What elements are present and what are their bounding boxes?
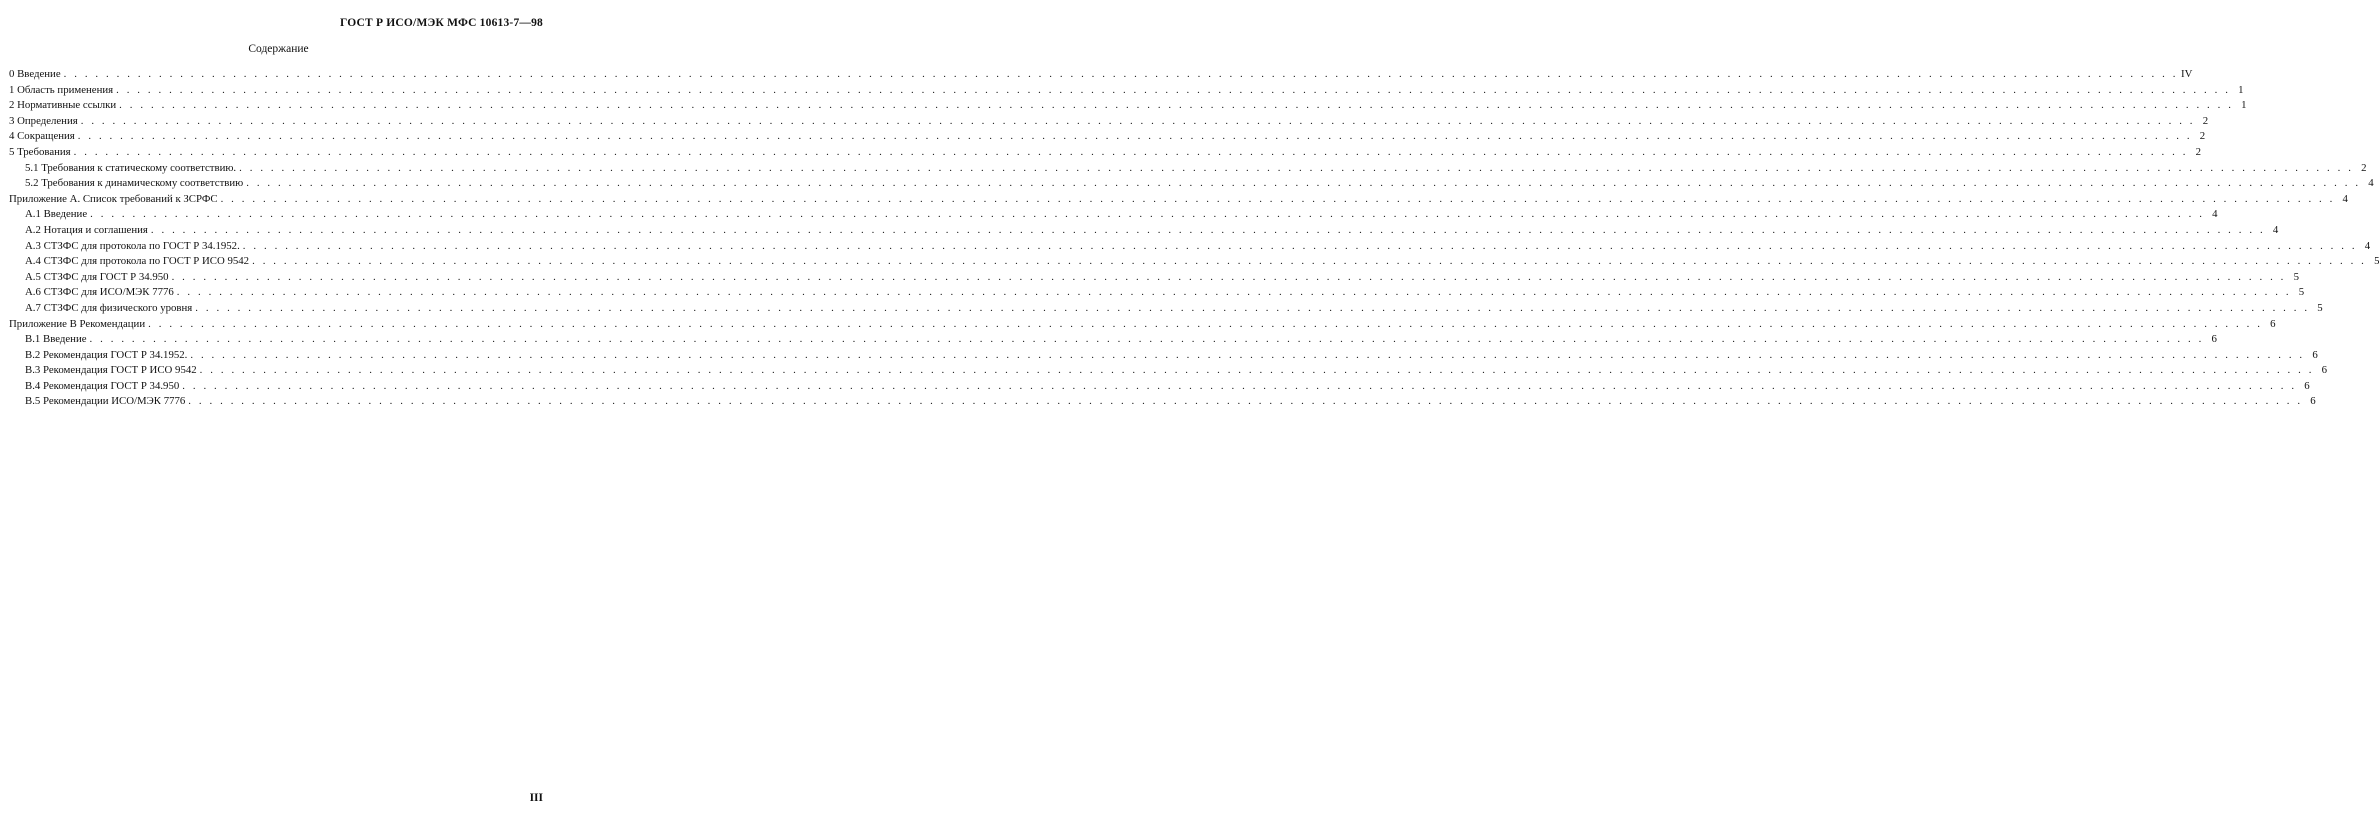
toc-entry-label: 5 Требования <box>9 145 71 158</box>
toc-entry-label: В.4 Рекомендация ГОСТ Р 34.950 <box>25 379 180 392</box>
toc-entry-page: 6 <box>2321 364 2328 377</box>
toc-entry-label: 2 Нормативные ссылки <box>9 99 117 112</box>
dot-leader: . . . . . . . . . . . . . . . . . . . . . . . . . . . . . . . . . . . . . . . . . . . . . . . . . . . . . . . . . . . . . . . . . . . . . . . . . . . . . . . . . . . . . . . . . . . . . . . . . . . . . . . . . . . . . . . . . . . . . . . . . . . . . . . . . . . . . . . . . . . . . . . . . . . . . . . . . . . . . . . . . . . . . . . . . . . . . . . . . . . . . . . . . . . . . . . . . . . . . . . . <box>119 99 2234 112</box>
dot-leader: . . . . . . . . . . . . . . . . . . . . . . . . . . . . . . . . . . . . . . . . . . . . . . . . . . . . . . . . . . . . . . . . . . . . . . . . . . . . . . . . . . . . . . . . . . . . . . . . . . . . . . . . . . . . . . . . . . . . . . . . . . . . . . . . . . . . . . . . . . . . . . . . . . . . . . . . . . . . . . . . . . . . . . . . . . . . . . . . . . . . . . . . . . . . . . . . . . . . . . . . <box>190 348 2305 361</box>
dot-leader: . . . . . . . . . . . . . . . . . . . . . . . . . . . . . . . . . . . . . . . . . . . . . . . . . . . . . . . . . . . . . . . . . . . . . . . . . . . . . . . . . . . . . . . . . . . . . . . . . . . . . . . . . . . . . . . . . . . . . . . . . . . . . . . . . . . . . . . . . . . . . . . . . . . . . . . . . . . . . . . . . . . . . . . . . . . . . . . . . . . . . . . . . . . . . . . . . . . . . . . . <box>63 68 2179 80</box>
toc-entry-label: А.2 Нотация и соглашения <box>25 223 148 236</box>
dot-leader: . . . . . . . . . . . . . . . . . . . . . . . . . . . . . . . . . . . . . . . . . . . . . . . . . . . . . . . . . . . . . . . . . . . . . . . . . . . . . . . . . . . . . . . . . . . . . . . . . . . . . . . . . . . . . . . . . . . . . . . . . . . . . . . . . . . . . . . . . . . . . . . . . . . . . . . . . . . . . . . . . . . . . . . . . . . . . . . . . . . . . . . . . . . . . . . . . . . . . . . . <box>220 192 2335 205</box>
dot-leader: . . . . . . . . . . . . . . . . . . . . . . . . . . . . . . . . . . . . . . . . . . . . . . . . . . . . . . . . . . . . . . . . . . . . . . . . . . . . . . . . . . . . . . . . . . . . . . . . . . . . . . . . . . . . . . . . . . . . . . . . . . . . . . . . . . . . . . . . . . . . . . . . . . . . . . . . . . . . . . . . . . . . . . . . . . . . . . . . . . . . . . . . . . . . . . . . . . . . . . . . <box>242 239 2358 252</box>
table-of-contents <box>9 68 2379 411</box>
dot-leader: . . . . . . . . . . . . . . . . . . . . . . . . . . . . . . . . . . . . . . . . . . . . . . . . . . . . . . . . . . . . . . . . . . . . . . . . . . . . . . . . . . . . . . . . . . . . . . . . . . . . . . . . . . . . . . . . . . . . . . . . . . . . . . . . . . . . . . . . . . . . . . . . . . . . . . . . . . . . . . . . . . . . . . . . . . . . . . . . . . . . . . . . . . . . . . . . . . . . . . . . <box>195 301 2310 314</box>
toc-entry-page: 5 <box>2293 270 2299 283</box>
toc-entry-label: Приложение А. Список требований к ЗСРФС <box>9 192 218 205</box>
toc-entry[interactable] <box>9 379 2310 396</box>
toc-entry-page: IV <box>2181 68 2193 80</box>
toc-entry-label: 5.2 Требования к динамическому соответствию <box>25 177 244 190</box>
toc-entry-page: 5 <box>2374 255 2379 268</box>
toc-entry-label: В.3 Рекомендация ГОСТ Р ИСО 9542 <box>25 364 197 377</box>
toc-entry-page: 6 <box>2310 395 2316 408</box>
toc-entry-page: 2 <box>2195 145 2202 158</box>
dot-leader: . . . . . . . . . . . . . . . . . . . . . . . . . . . . . . . . . . . . . . . . . . . . . . . . . . . . . . . . . . . . . . . . . . . . . . . . . . . . . . . . . . . . . . . . . . . . . . . . . . . . . . . . . . . . . . . . . . . . . . . . . . . . . . . . . . . . . . . . . . . . . . . . . . . . . . . . . . . . . . . . . . . . . . . . . . . . . . . . . . . . . . . . . . . . . . . . . . . . . . . . <box>90 208 2205 221</box>
dot-leader: . . . . . . . . . . . . . . . . . . . . . . . . . . . . . . . . . . . . . . . . . . . . . . . . . . . . . . . . . . . . . . . . . . . . . . . . . . . . . . . . . . . . . . . . . . . . . . . . . . . . . . . . . . . . . . . . . . . . . . . . . . . . . . . . . . . . . . . . . . . . . . . . . . . . . . . . . . . . . . . . . . . . . . . . . . . . . . . . . . . . . . . . . . . . . . . . . . . . . . . . <box>150 223 2266 236</box>
toc-entry[interactable] <box>9 317 2276 334</box>
toc-entry[interactable] <box>9 395 2316 411</box>
toc-entry-label: В.5 Рекомендации ИСО/МЭК 7776 <box>25 395 186 408</box>
toc-entry[interactable] <box>9 255 2379 271</box>
toc-entry-page: 6 <box>2304 379 2310 392</box>
toc-entry-label: А.6 СТЗФС для ИСО/МЭК 7776 <box>25 286 174 299</box>
dot-leader: . . . . . . . . . . . . . . . . . . . . . . . . . . . . . . . . . . . . . . . . . . . . . . . . . . . . . . . . . . . . . . . . . . . . . . . . . . . . . . . . . . . . . . . . . . . . . . . . . . . . . . . . . . . . . . . . . . . . . . . . . . . . . . . . . . . . . . . . . . . . . . . . . . . . . . . . . . . . . . . . . . . . . . . . . . . . . . . . . . . . . . . . . . . . . . . . . . . . . . . . <box>252 255 2367 268</box>
toc-entry[interactable] <box>9 239 2371 256</box>
toc-entry-label: А.3 СТЗФС для протокола по ГОСТ Р 34.1952. <box>25 239 240 252</box>
toc-entry-page: 5 <box>2317 301 2323 314</box>
toc-entry-label: А.1 Введение <box>25 208 88 221</box>
dot-leader: . . . . . . . . . . . . . . . . . . . . . . . . . . . . . . . . . . . . . . . . . . . . . . . . . . . . . . . . . . . . . . . . . . . . . . . . . . . . . . . . . . . . . . . . . . . . . . . . . . . . . . . . . . . . . . . . . . . . . . . . . . . . . . . . . . . . . . . . . . . . . . . . . . . . . . . . . . . . . . . . . . . . . . . . . . . . . . . . . . . . . . . . . . . . . . . . . . . . . . . . <box>171 270 2286 283</box>
dot-leader: . . . . . . . . . . . . . . . . . . . . . . . . . . . . . . . . . . . . . . . . . . . . . . . . . . . . . . . . . . . . . . . . . . . . . . . . . . . . . . . . . . . . . . . . . . . . . . . . . . . . . . . . . . . . . . . . . . . . . . . . . . . . . . . . . . . . . . . . . . . . . . . . . . . . . . . . . . . . . . . . . . . . . . . . . . . . . . . . . . . . . . . . . . . . . . . . . . . . . . . . <box>89 333 2204 346</box>
dot-leader: . . . . . . . . . . . . . . . . . . . . . . . . . . . . . . . . . . . . . . . . . . . . . . . . . . . . . . . . . . . . . . . . . . . . . . . . . . . . . . . . . . . . . . . . . . . . . . . . . . . . . . . . . . . . . . . . . . . . . . . . . . . . . . . . . . . . . . . . . . . . . . . . . . . . . . . . . . . . . . . . . . . . . . . . . . . . . . . . . . . . . . . . . . . . . . . . . . . . . . . . <box>116 83 2231 96</box>
toc-entry[interactable] <box>9 192 2348 209</box>
toc-entry-label: 1 Область применения <box>9 83 114 96</box>
toc-entry-label: В.1 Введение <box>25 333 87 346</box>
toc-entry[interactable] <box>9 223 2279 240</box>
toc-entry-page: 6 <box>2211 333 2217 346</box>
toc-entry-page: 4 <box>2272 223 2279 236</box>
toc-entry[interactable] <box>9 333 2217 349</box>
toc-entry-page: 2 <box>2361 161 2367 174</box>
toc-entry-label: 3 Определения <box>9 114 78 127</box>
dot-leader: . . . . . . . . . . . . . . . . . . . . . . . . . . . . . . . . . . . . . . . . . . . . . . . . . . . . . . . . . . . . . . . . . . . . . . . . . . . . . . . . . . . . . . . . . . . . . . . . . . . . . . . . . . . . . . . . . . . . . . . . . . . . . . . . . . . . . . . . . . . . . . . . . . . . . . . . . . . . . . . . . . . . . . . . . . . . . . . . . . . . . . . . . . . . . . . . . . . . . . . . <box>77 130 2193 143</box>
page-title: Содержание <box>248 43 309 55</box>
dot-leader: . . . . . . . . . . . . . . . . . . . . . . . . . . . . . . . . . . . . . . . . . . . . . . . . . . . . . . . . . . . . . . . . . . . . . . . . . . . . . . . . . . . . . . . . . . . . . . . . . . . . . . . . . . . . . . . . . . . . . . . . . . . . . . . . . . . . . . . . . . . . . . . . . . . . . . . . . . . . . . . . . . . . . . . . . . . . . . . . . . . . . . . . . . . . . . . . . . . . . . . . <box>73 145 2189 158</box>
toc-entry[interactable] <box>9 145 2202 162</box>
toc-entry[interactable] <box>9 130 2206 146</box>
toc-entry[interactable] <box>9 270 2299 287</box>
toc-entry-label: А.7 СТЗФС для физического уровня <box>25 301 193 314</box>
page-number: III <box>529 792 543 804</box>
toc-entry-label: А.4 СТЗФС для протокола по ГОСТ Р ИСО 9542 <box>25 255 250 268</box>
dot-leader: . . . . . . . . . . . . . . . . . . . . . . . . . . . . . . . . . . . . . . . . . . . . . . . . . . . . . . . . . . . . . . . . . . . . . . . . . . . . . . . . . . . . . . . . . . . . . . . . . . . . . . . . . . . . . . . . . . . . . . . . . . . . . . . . . . . . . . . . . . . . . . . . . . . . . . . . . . . . . . . . . . . . . . . . . . . . . . . . . . . . . . . . . . . . . . . . . . . . . . . . <box>188 395 2303 408</box>
toc-entry-page: 4 <box>2364 239 2371 252</box>
toc-entry-page: 6 <box>2312 348 2318 361</box>
dot-leader: . . . . . . . . . . . . . . . . . . . . . . . . . . . . . . . . . . . . . . . . . . . . . . . . . . . . . . . . . . . . . . . . . . . . . . . . . . . . . . . . . . . . . . . . . . . . . . . . . . . . . . . . . . . . . . . . . . . . . . . . . . . . . . . . . . . . . . . . . . . . . . . . . . . . . . . . . . . . . . . . . . . . . . . . . . . . . . . . . . . . . . . . . . . . . . . . . . . . . . . . <box>199 364 2315 377</box>
toc-entry-page: 1 <box>2238 83 2244 96</box>
toc-entry-page: 2 <box>2202 114 2209 127</box>
toc-entry-label: 0 Введение <box>9 68 61 80</box>
dot-leader: . . . . . . . . . . . . . . . . . . . . . . . . . . . . . . . . . . . . . . . . . . . . . . . . . . . . . . . . . . . . . . . . . . . . . . . . . . . . . . . . . . . . . . . . . . . . . . . . . . . . . . . . . . . . . . . . . . . . . . . . . . . . . . . . . . . . . . . . . . . . . . . . . . . . . . . . . . . . . . . . . . . . . . . . . . . . . . . . . . . . . . . . . . . . . . . . . . . . . . . . <box>182 379 2297 392</box>
toc-entry-label: Приложение В Рекомендации <box>9 317 146 330</box>
toc-entry[interactable] <box>9 68 2193 84</box>
toc-entry[interactable] <box>9 301 2323 318</box>
dot-leader: . . . . . . . . . . . . . . . . . . . . . . . . . . . . . . . . . . . . . . . . . . . . . . . . . . . . . . . . . . . . . . . . . . . . . . . . . . . . . . . . . . . . . . . . . . . . . . . . . . . . . . . . . . . . . . . . . . . . . . . . . . . . . . . . . . . . . . . . . . . . . . . . . . . . . . . . . . . . . . . . . . . . . . . . . . . . . . . . . . . . . . . . . . . . . . . . . . . . . . . . <box>148 317 2263 330</box>
dot-leader: . . . . . . . . . . . . . . . . . . . . . . . . . . . . . . . . . . . . . . . . . . . . . . . . . . . . . . . . . . . . . . . . . . . . . . . . . . . . . . . . . . . . . . . . . . . . . . . . . . . . . . . . . . . . . . . . . . . . . . . . . . . . . . . . . . . . . . . . . . . . . . . . . . . . . . . . . . . . . . . . . . . . . . . . . . . . . . . . . . . . . . . . . . . . . . . . . . . . . . . . <box>176 286 2292 299</box>
toc-entry[interactable] <box>9 99 2247 115</box>
toc-entry[interactable] <box>9 161 2367 178</box>
dot-leader: . . . . . . . . . . . . . . . . . . . . . . . . . . . . . . . . . . . . . . . . . . . . . . . . . . . . . . . . . . . . . . . . . . . . . . . . . . . . . . . . . . . . . . . . . . . . . . . . . . . . . . . . . . . . . . . . . . . . . . . . . . . . . . . . . . . . . . . . . . . . . . . . . . . . . . . . . . . . . . . . . . . . . . . . . . . . . . . . . . . . . . . . . . . . . . . . . . . . . . . . <box>246 177 2361 190</box>
toc-entry[interactable] <box>9 83 2244 100</box>
toc-entry-page: 2 <box>2199 130 2206 143</box>
toc-entry-label: В.2 Рекомендация ГОСТ Р 34.1952. <box>25 348 188 361</box>
toc-entry-label: 5.1 Требования к статическому соответствию. <box>25 161 237 174</box>
toc-entry-page: 4 <box>2342 192 2348 205</box>
toc-entry-label: 4 Сокращения <box>9 130 75 143</box>
dot-leader: . . . . . . . . . . . . . . . . . . . . . . . . . . . . . . . . . . . . . . . . . . . . . . . . . . . . . . . . . . . . . . . . . . . . . . . . . . . . . . . . . . . . . . . . . . . . . . . . . . . . . . . . . . . . . . . . . . . . . . . . . . . . . . . . . . . . . . . . . . . . . . . . . . . . . . . . . . . . . . . . . . . . . . . . . . . . . . . . . . . . . . . . . . . . . . . . . . . . . . . . <box>239 161 2354 174</box>
toc-entry-page: 4 <box>2212 208 2218 221</box>
dot-leader: . . . . . . . . . . . . . . . . . . . . . . . . . . . . . . . . . . . . . . . . . . . . . . . . . . . . . . . . . . . . . . . . . . . . . . . . . . . . . . . . . . . . . . . . . . . . . . . . . . . . . . . . . . . . . . . . . . . . . . . . . . . . . . . . . . . . . . . . . . . . . . . . . . . . . . . . . . . . . . . . . . . . . . . . . . . . . . . . . . . . . . . . . . . . . . . . . . . . . . . . <box>80 114 2196 127</box>
toc-entry-label: А.5 СТЗФС для ГОСТ Р 34.950 <box>25 270 169 283</box>
toc-entry-page: 6 <box>2270 317 2276 330</box>
toc-entry[interactable] <box>9 364 2328 380</box>
toc-entry[interactable] <box>9 208 2218 224</box>
toc-entry[interactable] <box>9 286 2305 302</box>
toc-entry-page: 1 <box>2241 99 2247 112</box>
toc-entry-page: 5 <box>2298 286 2305 299</box>
toc-entry[interactable] <box>9 114 2209 131</box>
toc-entry-page: 4 <box>2368 177 2374 190</box>
toc-entry[interactable] <box>9 177 2374 193</box>
toc-entry[interactable] <box>9 348 2318 365</box>
document-header: ГОСТ Р ИСО/МЭК МФС 10613-7—98 <box>339 17 543 29</box>
